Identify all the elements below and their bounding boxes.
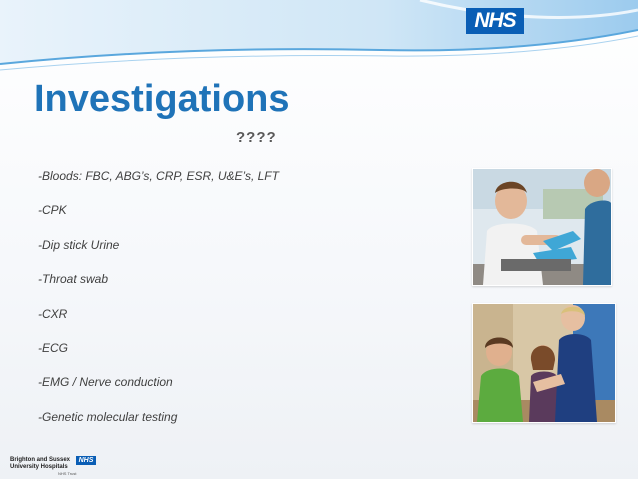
list-item: -ECG — [38, 340, 68, 355]
nhs-logo: NHS — [466, 8, 524, 34]
slide-title: Investigations — [34, 78, 290, 120]
list-item: -CPK — [38, 203, 67, 218]
header-wave — [0, 0, 638, 75]
investigation-list — [38, 166, 279, 441]
list-item: -Throat swab — [38, 272, 109, 287]
slide-subtitle: ???? — [236, 129, 277, 146]
list-item: -Genetic molecular testing — [38, 409, 178, 424]
logo-nhs: NHS — [76, 456, 96, 465]
logo-line1: Brighton and Sussex — [10, 457, 71, 463]
hospital-logo — [10, 454, 100, 476]
photo-child-blood-test — [472, 168, 612, 286]
list-item: -EMG / Nerve conduction — [38, 375, 173, 390]
logo-trust: NHS Trust — [58, 471, 77, 476]
logo-line2: University Hospitals — [10, 464, 68, 470]
list-item: -CXR — [38, 306, 68, 321]
list-item: -Dip stick Urine — [38, 237, 120, 252]
list-item: -Bloods: FBC, ABG’s, CRP, ESR, U&E’s, LFT — [38, 169, 279, 183]
photo-nurse-family — [472, 303, 616, 423]
